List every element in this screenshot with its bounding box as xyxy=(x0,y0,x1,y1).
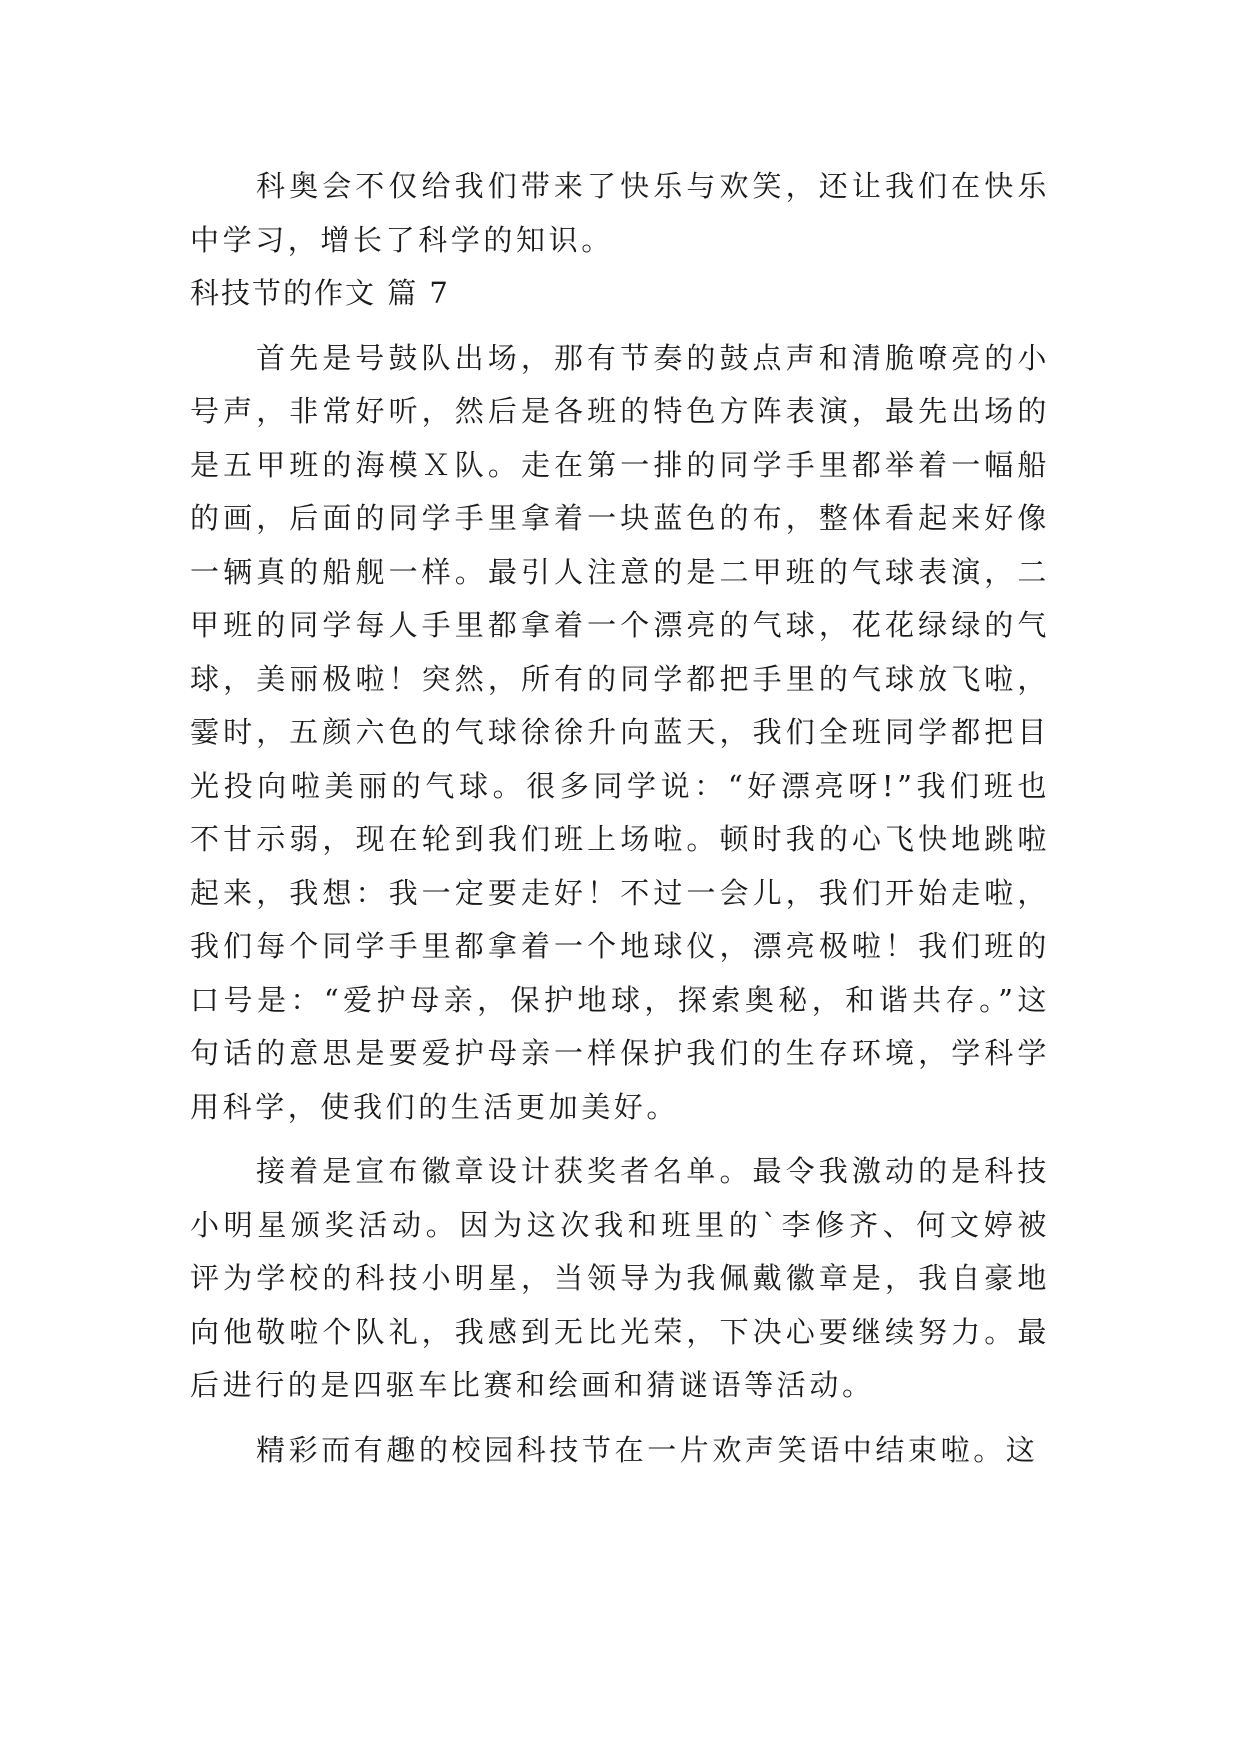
document-page xyxy=(190,160,1050,1477)
paragraph-4: 精彩而有趣的校园科技节在一片欢声笑语中结束啦。这 xyxy=(256,1432,1039,1467)
spacer xyxy=(190,1134,1050,1145)
paragraph-1: 科奥会不仅给我们带来了快乐与欢笑，还让我们在快乐中学习，增长了科学的知识。 xyxy=(190,169,1050,257)
paragraph-2: 首先是号鼓队出场，那有节奏的鼓点声和清脆嘹亮的小号声，非常好听，然后是各班的特色方阵表演，最先出场的是五甲班的海模Ｘ队。走在第一排的同学手里都举着一幅船的画，后面的同学手里拿着一块蓝色的布，整体看起来好像一辆真的船舰一样。最引人注意的是二甲班的气球表演，二甲班的同学每人手里都拿着一个漂亮的气球，花花绿绿的气球，美丽极啦！突然，所有的同学都把手里的气球放飞啦，霎时，五颜六色的气球徐徐升向蓝天，我们全班同学都把目光投向啦美丽的气球。很多同学说：“好漂亮呀!”我们班也不甘示弱，现在轮到我们班上场啦。顿时我的心飞快地跳啦起来，我想：我一定要走好！不过一会儿，我们开始走啦，我们每个同学手里都拿着一个地球仪，漂亮极啦！我们班的口号是：“爱护母亲，保护地球，探索奥秘，和谐共存。”这句话的意思是要爱护母亲一样保护我们的生存环境，学科学用科学，使我们的生活更加美好。 xyxy=(190,340,1050,1124)
section-heading: 科技节的作文 篇 7 xyxy=(190,276,450,310)
spacer xyxy=(190,321,1050,332)
spacer xyxy=(190,1413,1050,1424)
paragraph-3: 接着是宣布徽章设计获奖者名单。最令我激动的是科技小明星颁奖活动。因为这次我和班里的`李修齐、何文婷被评为学校的科技小明星，当领导为我佩戴徽章是，我自豪地向他敬啦个队礼，我感到无比光荣，下决心要继续努力。最后进行的是四驱车比赛和绘画和猜谜语等活动。 xyxy=(190,1154,1050,1402)
